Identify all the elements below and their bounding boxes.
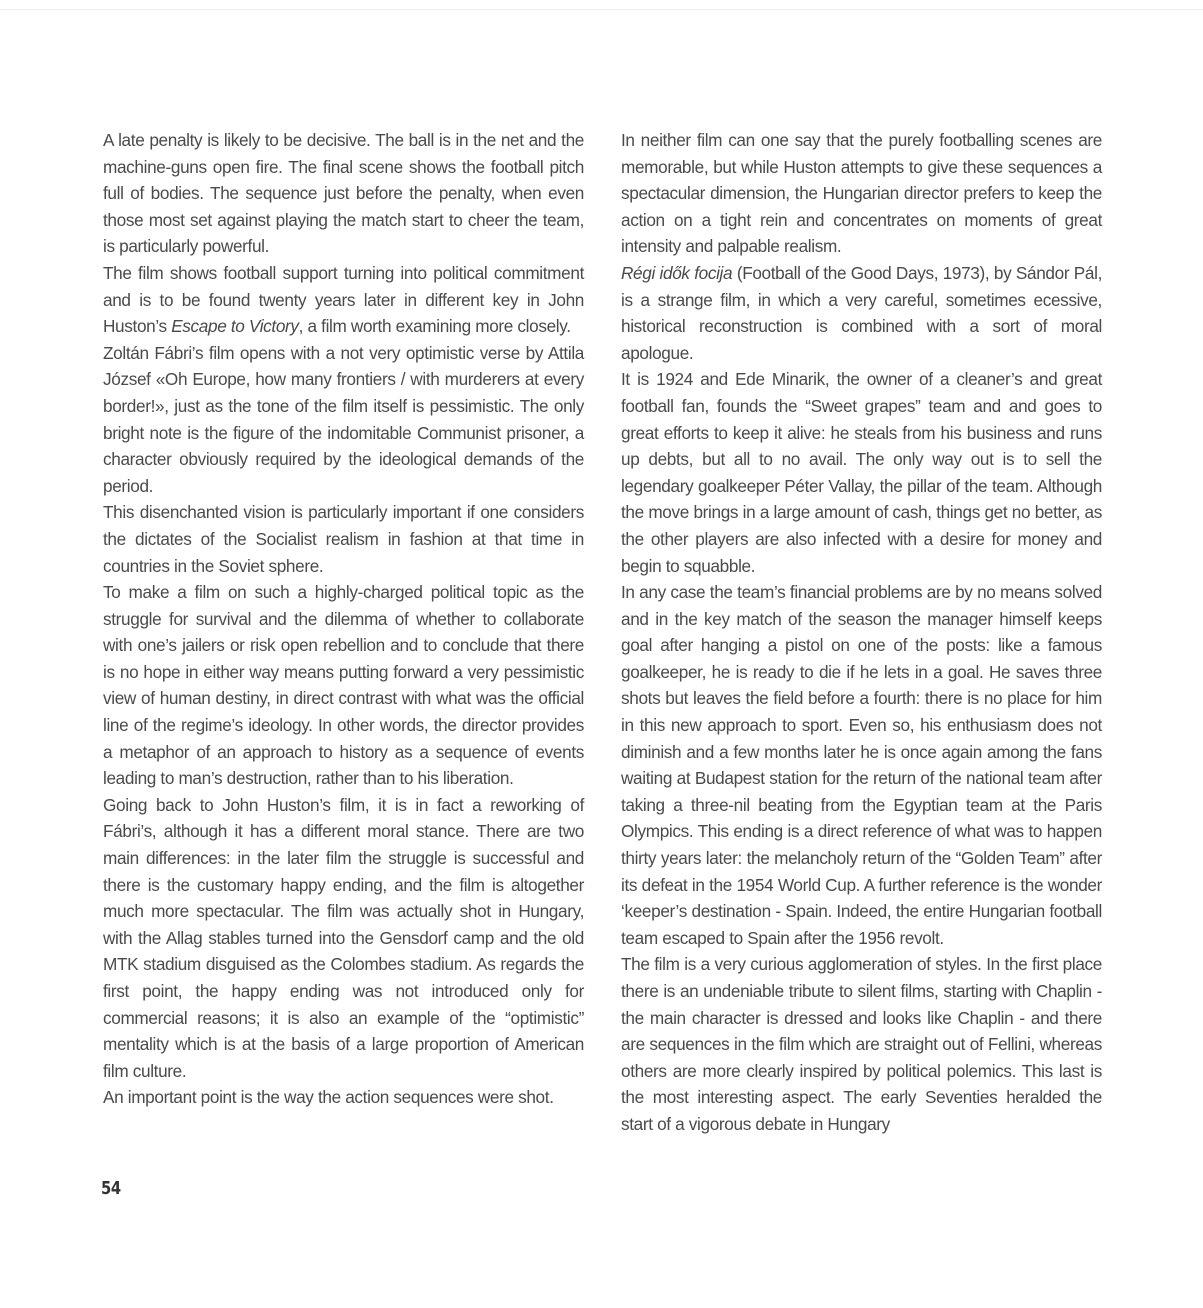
text-run: (Football of the Good Days, 1973), by Sándor Pál, is a strange film, in which a very careful, sometimes ecessive, historical reconstruction is combined with a sort of moral apologue. — [621, 262, 1103, 363]
text-run: , a film worth examining more closely. — [298, 316, 571, 337]
paragraph: It is 1924 and Ede Minarik, the owner of a cleaner’s and great football fan, founds the “Sweet grapes” team and and goes to great efforts to keep it alive: he steals from his business and runs up debts, but all to no avail. The only way out is to sell the legendary goalkeeper Péter Vallay, the pillar of the team. Although the move brings in a large amount of cash, things get no better, as the other players are also infected with a desire for money and begin to squabble. — [621, 369, 1102, 576]
film-title: Escape to Victory — [171, 316, 299, 337]
paragraph: This disenchanted vision is particularly important if one considers the dictates of the Socialist realism in fashion at that time in countries in the Soviet sphere. — [103, 502, 584, 576]
paragraph: The film is a very curious agglomeration of styles. In the first place there is an undeniable tribute to silent films, starting with Chaplin - the main character is dressed and looks like Chaplin - and there are sequences in the film which are straight out of Fellini, whereas others are more clearly inspired by political polemics. This last is the most interesting aspect. The early Seventies heralded the start of a vigorous debate in Hungary — [621, 954, 1102, 1134]
page-number: 54 — [101, 1178, 121, 1199]
film-title: Régi idők focija — [621, 262, 733, 283]
paragraph: Zoltán Fábri’s film opens with a not very optimistic verse by Attila József «Oh Europe, how many frontiers / with murderers at every border!», just as the tone of the film itself is pessimistic. The only bright note is the figure of the indomitable Communist prisoner, a character obviously required by the ideological demands of the period. — [103, 342, 584, 496]
paragraph: In any case the team’s financial problems are by no means solved and in the key match of the season the manager himself keeps goal after hanging a pistol on one of the posts: like a famous goalkeeper, he is ready to die if he lets in a goal. He saves three shots but leaves the field before a fourth: there is no place for him in this new approach to sport. Even so, his enthusiasm does not diminish and a few months later he is once again among the fans waiting at Budapest station for the return of the national team after taking a three-nil beating from the Egyptian team at the Paris Olympics. This ending is a direct reference of what was to happen thirty years later: the melancholy return of the “Golden Team” after its defeat in the 1954 World Cup. A further reference is the wonder ‘keeper’s destination - Spain. Indeed, the entire Hungarian football team escaped to Spain after the 1956 revolt. — [621, 582, 1102, 948]
paragraph: In neither film can one say that the purely footballing scenes are memorable, but while Huston attempts to give these sequences a spectacular dimension, the Hungarian director prefers to keep the action on a tight rein and concentrates on moments of great intensity and palpable realism. — [621, 130, 1102, 257]
paragraph: Going back to John Huston’s film, it is in fact a reworking of Fábri’s, although it has a different moral stance. There are two main differences: in the later film the struggle is successful and there is the customary happy ending, and the film is altogether much more spectacular. The film was actually shot in Hungary, with the Allag stables turned into the Gensdorf camp and the old MTK stadium disguised as the Colombes stadium. As regards the first point, the happy ending was not introduced only for commercial reasons; it is also an example of the “optimistic” mentality which is at the basis of a large proportion of American film culture. — [103, 794, 584, 1081]
text-run: The film shows football support turning into political commitment and is to be found twenty years later in different key in John Huston’s — [103, 262, 584, 337]
paragraph: An important point is the way the action sequences were shot. — [103, 1087, 554, 1108]
paragraph — [103, 260, 584, 340]
paragraph — [621, 260, 1102, 366]
left-column — [103, 127, 584, 1111]
right-column — [621, 127, 1102, 1138]
paragraph: A late penalty is likely to be decisive. The ball is in the net and the machine-guns open fire. The final scene shows the football pitch full of bodies. The sequence just before the penalty, when even those most set against playing the match start to cheer the team, is particularly powerful. — [103, 130, 584, 257]
paragraph: To make a film on such a highly-charged political topic as the struggle for survival and the dilemma of whether to collaborate with one’s jailers or risk open rebellion and to conclude that there is no hope in either way means putting forward a very pessimistic view of human destiny, in direct contrast with what was the official line of the regime’s ideology. In other words, the director provides a metaphor of an approach to history as a sequence of events leading to man’s destruction, rather than to his liberation. — [103, 582, 584, 789]
top-rule — [0, 9, 1203, 10]
